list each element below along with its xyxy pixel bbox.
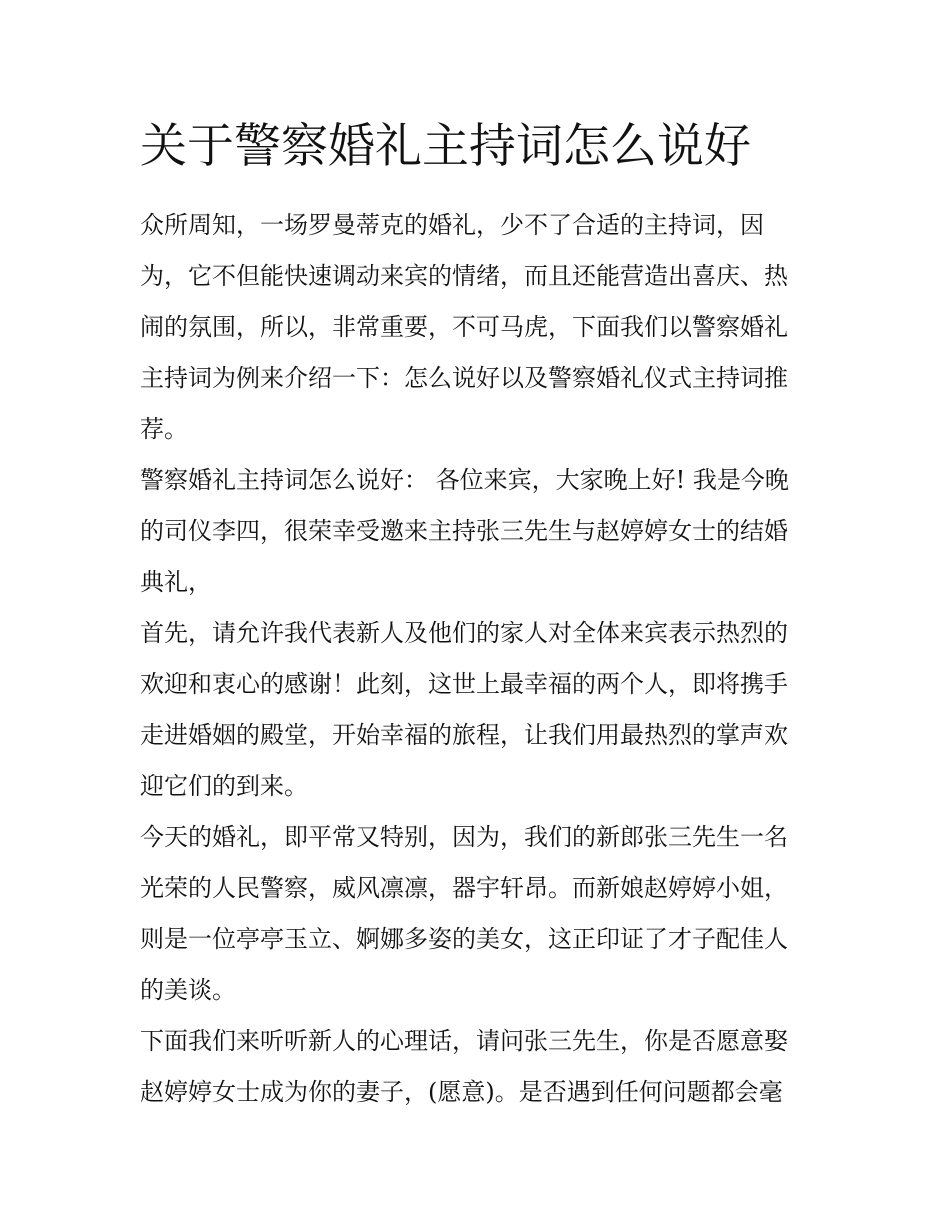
body-line: 首先，请允许我代表新人及他们的家人对全体来宾表示热烈的 xyxy=(140,619,788,647)
body-line: 闹的氛围，所以，非常重要，不可马虎，下面我们以警察婚礼 xyxy=(140,313,788,341)
body-line: 下面我们来听听新人的心理话，请问张三先生，你是否愿意娶 xyxy=(140,1027,788,1055)
body-line: 荐。 xyxy=(140,415,188,443)
body-line: 主持词为例来介绍一下：怎么说好以及警察婚礼仪式主持词推 xyxy=(140,364,788,392)
body-line: 欢迎和衷心的感谢！此刻，这世上最幸福的两个人，即将携手 xyxy=(140,670,788,698)
body-line: 走进婚姻的殿堂，开始幸福的旅程，让我们用最热烈的掌声欢 xyxy=(140,721,788,749)
body-line: 的美谈。 xyxy=(140,976,236,1004)
document-body xyxy=(140,200,820,1118)
body-line: 的司仪李四，很荣幸受邀来主持张三先生与赵婷婷女士的结婚 xyxy=(140,517,788,545)
body-line: 今天的婚礼，即平常又特别，因为，我们的新郎张三先生一名 xyxy=(140,823,788,851)
body-line: 迎它们的到来。 xyxy=(140,772,308,800)
body-line: 则是一位亭亭玉立、婀娜多姿的美女，这正印证了才子配佳人 xyxy=(140,925,788,953)
body-line: 光荣的人民警察，威风凛凛，器宇轩昂。而新娘赵婷婷小姐， xyxy=(140,874,788,902)
body-line: 典礼， xyxy=(140,568,212,596)
body-line: 警察婚礼主持词怎么说好： 各位来宾，大家晚上好! 我是今晚 xyxy=(140,466,789,494)
body-line: 赵婷婷女士成为你的妻子，(愿意)。是否遇到任何问题都会毫 xyxy=(140,1078,783,1106)
document-title: 关于警察婚礼主持词怎么说好 xyxy=(140,119,751,174)
body-line: 为，它不但能快速调动来宾的情绪，而且还能营造出喜庆、热 xyxy=(140,262,788,290)
body-line: 众所周知，一场罗曼蒂克的婚礼，少不了合适的主持词，因 xyxy=(140,211,764,239)
